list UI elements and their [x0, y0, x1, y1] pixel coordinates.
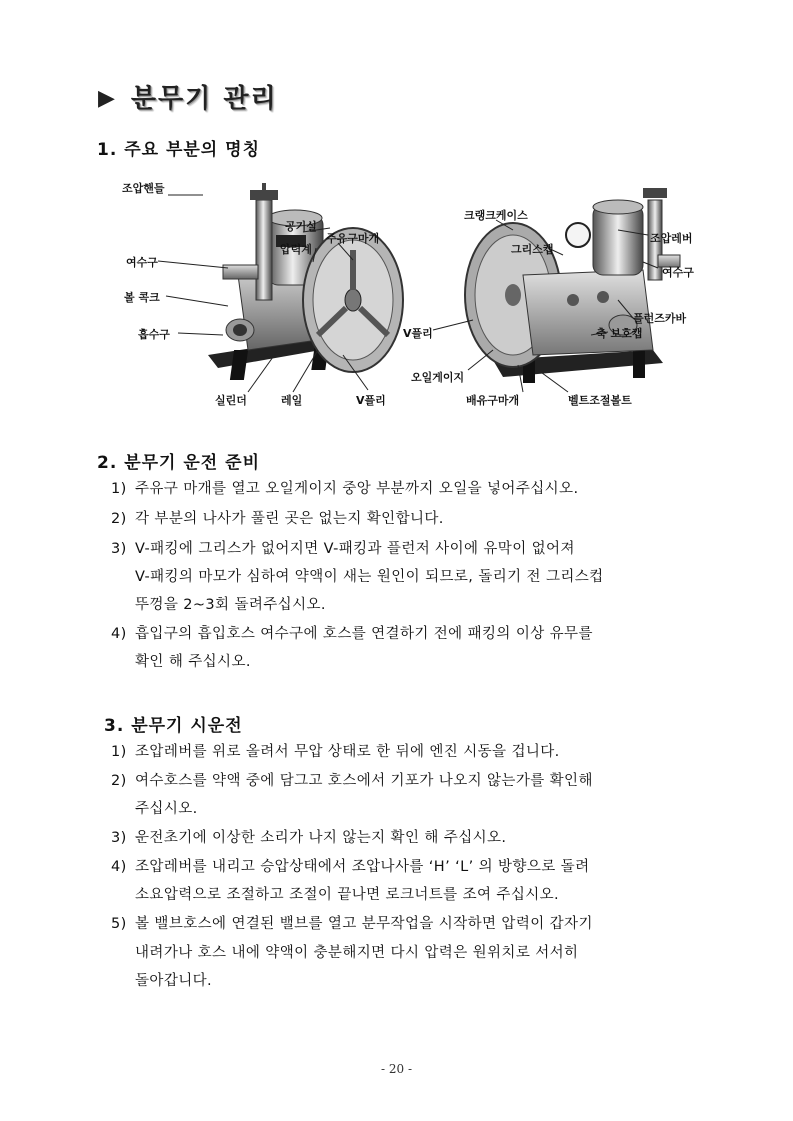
section3-item-5-line-2: 내려가나 호스 내에 약액이 충분해지면 다시 압력은 원위치로 서서히 [135, 945, 579, 961]
label-drain-cap: 배유구마개 [466, 394, 520, 407]
section2-item-3-line-3: 뚜껑을 2~3회 돌려주십시오. [135, 597, 326, 613]
section3-item-2: 2) 여수호스를 약액 중에 담그고 호스에서 기포가 나오지 않는가를 확인해 [111, 773, 593, 789]
section3-item-4: 4) 조압레버를 내리고 승압상태에서 조압나사를 ‘H’ ‘L’ 의 방향으로 돌려 [111, 859, 590, 875]
label-rail: 레일 [281, 394, 303, 407]
label-plunger-cover: 플런즈카바 [633, 312, 687, 325]
section2-item-3: 3) V-패킹에 그리스가 없어지면 V-패킹과 플런저 사이에 유막이 없어져 [111, 541, 575, 557]
label-grease-cap: 그리스캡 [511, 243, 554, 256]
triangle-bullet-icon: ▶ [98, 86, 117, 111]
label-pressure-lever: 조압레버 [650, 232, 693, 245]
section1-heading: 1. 주요 부분의 명칭 [97, 140, 260, 160]
section3-item-2-line-2: 주십시오. [135, 801, 198, 817]
section2-item-1: 1) 주유구 마개를 열고 오일게이지 중앙 부분까지 오일을 넣어주십시오. [111, 481, 579, 497]
page-number: - 20 - [380, 1062, 412, 1076]
label-oil-gauge: 오일게이지 [411, 371, 465, 384]
section3-item-4-line-2: 소요압력으로 조절하고 조절이 끝나면 로크너트를 조여 주십시오. [135, 887, 560, 903]
section2-item-4: 4) 흡입구의 흡입호스 여수구에 호스를 연결하기 전에 패킹의 이상 유무를 [111, 626, 593, 642]
label-belt-bolt: 벨트조절볼트 [568, 394, 632, 407]
label-crankcase: 크랭크케이스 [464, 209, 528, 222]
label-outlet-left: 여수구 [126, 256, 158, 269]
label-pressure-handle: 조압핸들 [122, 182, 165, 195]
label-air-chamber: 공기실 [285, 220, 317, 233]
label-inlet: 흡수구 [138, 328, 170, 341]
section2-item-2: 2) 각 부분의 나사가 풀린 곳은 없는지 확인합니다. [111, 511, 444, 527]
section3-item-3: 3) 운전초기에 이상한 소리가 나지 않는지 확인 해 주십시오. [111, 830, 507, 846]
section2-item-4-line-2: 확인 해 주십시오. [135, 654, 251, 670]
section3-heading: 3. 분무기 시운전 [104, 716, 243, 736]
label-outlet-right: 여수구 [662, 266, 694, 279]
section2-heading: 2. 분무기 운전 준비 [97, 453, 260, 473]
page-title: ▶ 분무기 관리 [98, 84, 278, 114]
label-ball-cock: 볼 콕크 [124, 291, 160, 304]
section3-item-5-line-3: 돌아갑니다. [135, 973, 213, 989]
label-cylinder: 실린더 [215, 394, 247, 407]
section2-item-3-line-2: V-패킹의 마모가 심하여 약액이 새는 원인이 되므로, 돌리기 전 그리스컵 [135, 569, 604, 585]
section3-item-5: 5) 볼 밸브호스에 연결된 밸브를 열고 분무작업을 시작하면 압력이 갑자기 [111, 916, 593, 932]
label-v-pulley-left: V플리 [356, 394, 386, 407]
label-oil-cap: 주유구마개 [326, 232, 380, 245]
label-shaft-cap: 축 보호캡 [596, 327, 643, 340]
section3-item-1: 1) 조압레버를 위로 올려서 무압 상태로 한 뒤에 엔진 시동을 겁니다. [111, 744, 560, 760]
label-pressure-gauge: 압력계 [280, 243, 312, 256]
label-v-pulley-right: V플리 [403, 327, 433, 340]
pump-diagram [118, 170, 708, 420]
